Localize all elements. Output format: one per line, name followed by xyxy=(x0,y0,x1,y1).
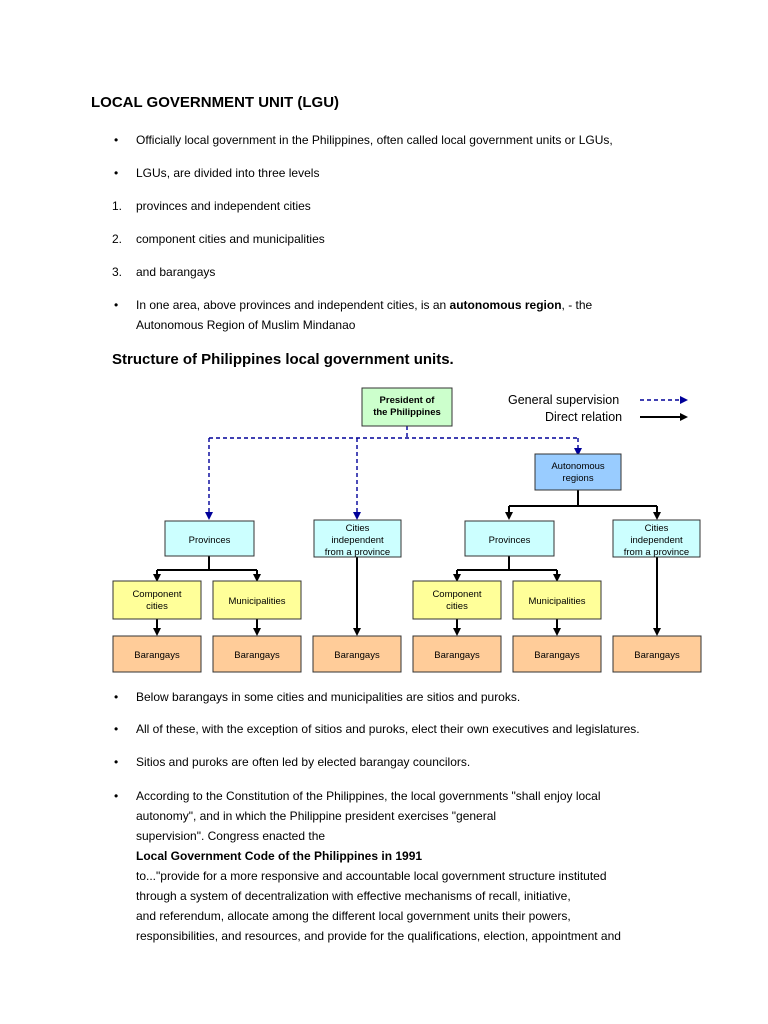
svg-text:Barangays: Barangays xyxy=(234,650,280,661)
svg-text:Barangays: Barangays xyxy=(134,650,180,661)
barangays-box xyxy=(413,636,501,672)
number-marker: 1. xyxy=(112,199,123,213)
legend-direct-relation: Direct relation xyxy=(545,410,623,424)
paragraph-line: through a system of decentralization with effective mechanisms of recall, initiative, xyxy=(136,889,571,903)
paragraph-line: and referendum, allocate among the different local government units their powers, xyxy=(136,909,571,923)
autonomous-regions-box xyxy=(535,454,621,490)
list-item: provinces and independent cities xyxy=(136,199,311,213)
list-item-text: , often called local government units or LGUs, xyxy=(369,133,613,147)
list-item-continuation: Autonomous Region of Muslim Mindanao xyxy=(136,318,356,332)
svg-text:Provinces: Provinces xyxy=(188,535,231,546)
paragraph-line: autonomy", and in which the Philippine president exercises "general xyxy=(136,809,497,823)
svg-text:Cities: Cities xyxy=(644,523,669,534)
paragraph-line: responsibilities, and resources, and provide for the qualifications, election, appointment and xyxy=(136,929,621,943)
paragraph-emphasis: Local Government Code of the Philippines in 1991 xyxy=(136,849,423,863)
svg-text:from a province: from a province xyxy=(623,547,690,558)
svg-text:Component: Component xyxy=(432,589,482,600)
bullet-marker: • xyxy=(114,789,119,803)
list-item-text: , - the xyxy=(561,298,593,312)
list-item: Below barangays in some cities and municipalities are sitios and puroks. xyxy=(136,690,521,704)
municipalities-box xyxy=(213,581,301,619)
svg-text:President of: President of xyxy=(379,395,435,406)
paragraph-line: to..."provide for a more responsive and accountable local government structure instituted xyxy=(136,869,607,883)
svg-text:cities: cities xyxy=(146,601,168,612)
paragraph-text: supervision". Congress enacted the xyxy=(136,829,326,843)
paragraph-line: According to the Constitution of the Philippines, the local governments "shall enjoy local xyxy=(136,789,601,803)
svg-text:Autonomous: Autonomous xyxy=(551,461,605,472)
barangays-box xyxy=(313,636,401,672)
svg-text:Barangays: Barangays xyxy=(534,650,580,661)
barangays-box xyxy=(613,636,701,672)
number-marker: 2. xyxy=(112,232,123,246)
svg-text:Municipalities: Municipalities xyxy=(528,596,586,607)
svg-text:from a province: from a province xyxy=(324,547,391,558)
list-item-text: autonomous region xyxy=(449,298,562,312)
svg-text:independent: independent xyxy=(630,535,683,546)
svg-text:regions: regions xyxy=(562,473,594,484)
bullet-marker: • xyxy=(114,722,119,736)
svg-text:the Philippines: the Philippines xyxy=(373,407,441,418)
barangays-box xyxy=(513,636,601,672)
bullet-marker: • xyxy=(114,298,119,312)
list-item-text: LGUs xyxy=(136,166,167,180)
list-item: All of these, with the exception of sitios and puroks, elect their own executives and legislatures. xyxy=(136,722,640,736)
municipalities-box xyxy=(513,581,601,619)
list-item: component cities and municipalities xyxy=(136,232,325,246)
barangays-box xyxy=(113,636,201,672)
list-item-text: , are divided into three levels xyxy=(166,166,320,180)
svg-text:Cities: Cities xyxy=(345,523,370,534)
svg-text:Provinces: Provinces xyxy=(488,535,531,546)
provinces-box xyxy=(465,521,554,556)
svg-text:Barangays: Barangays xyxy=(634,650,680,661)
component-cities-box xyxy=(113,581,201,619)
svg-text:Municipalities: Municipalities xyxy=(228,596,286,607)
diagram-title: Structure of Philippines local government units. xyxy=(112,351,454,368)
bullet-marker: • xyxy=(114,133,119,147)
legend-general-supervision: General supervision xyxy=(508,393,620,407)
president-box xyxy=(362,388,452,426)
paragraph-line xyxy=(136,826,736,866)
bullet-marker: • xyxy=(114,690,119,704)
list-item: Sitios and puroks are often led by elected barangay councilors. xyxy=(136,755,471,769)
component-cities-box xyxy=(413,581,501,619)
number-marker: 3. xyxy=(112,265,123,279)
list-item-text: Officially local government in the Philippines xyxy=(136,133,370,147)
list-item-text: In one area, above provinces and independent cities, is an xyxy=(136,298,450,312)
svg-text:Barangays: Barangays xyxy=(434,650,480,661)
cities-independent-box xyxy=(314,520,401,558)
constitution-paragraph xyxy=(136,786,736,946)
svg-text:cities: cities xyxy=(446,601,468,612)
svg-text:Barangays: Barangays xyxy=(334,650,380,661)
cities-independent-box xyxy=(613,520,700,558)
bullet-marker: • xyxy=(114,755,119,769)
page-title: LOCAL GOVERNMENT UNIT (LGU) xyxy=(91,94,340,111)
bullet-marker: • xyxy=(114,166,119,180)
list-item: and barangays xyxy=(136,265,216,279)
svg-text:Component: Component xyxy=(132,589,182,600)
barangays-box xyxy=(213,636,301,672)
general-supervision-lines xyxy=(209,426,578,516)
provinces-box xyxy=(165,521,254,556)
svg-text:independent: independent xyxy=(331,535,384,546)
